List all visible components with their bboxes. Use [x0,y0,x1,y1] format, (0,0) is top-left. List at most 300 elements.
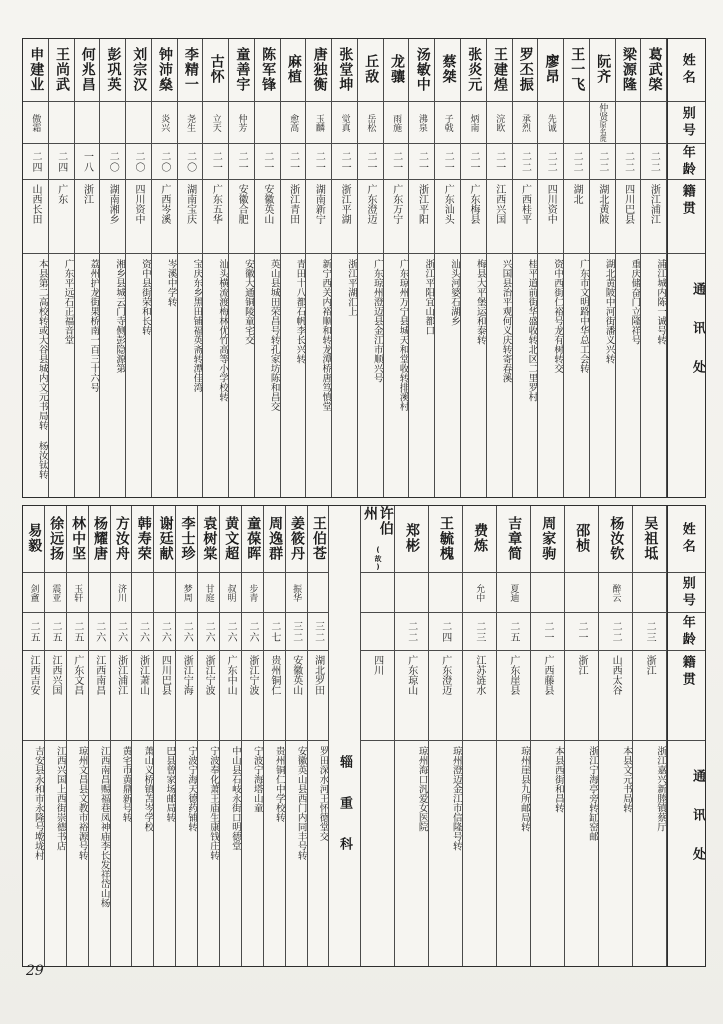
person-column [126,39,152,497]
person-column [384,39,410,497]
person-origin: 广东琼山 [395,650,428,740]
person-origin: 安徽合肥 [229,179,254,253]
top-table-columns [23,39,667,497]
person-column [45,506,67,966]
person-address: 琼州文昌县文教市裕源号转 [67,740,88,966]
person-origin: 湖南新宁 [306,179,331,253]
header-age: 年龄 [668,612,705,650]
person-address: 本县文元书局转 [599,740,632,966]
person-name [409,39,434,101]
person-name [358,39,383,101]
bottom-table-header-column [667,506,705,966]
person-age: 二六 [176,612,197,650]
person-name [198,506,219,572]
person-alias [384,101,409,143]
person-age: 二三 [633,612,666,650]
person-origin: 江西兴国 [45,650,66,740]
person-address: 兴国县治平观何义庆转寄春溪 [487,253,512,497]
person-alias-text: 沸泉 [416,113,427,132]
person-age: 二〇 [100,143,125,179]
person-alias-text: 仲芳 [236,113,247,132]
person-origin: 广西岑溪 [152,179,177,253]
person-name-text: 周逸群 [267,515,284,561]
person-age: 二二 [616,143,641,179]
header-name: 姓名 [679,522,695,556]
person-alias-text: 振华 [291,583,302,602]
person-name-text: 龙骧 [388,54,405,84]
person-alias [633,572,666,612]
person-age: 二六 [198,612,219,650]
person-name [538,39,563,101]
person-alias [306,101,331,143]
person-column [154,506,176,966]
person-address: 资中县街荣和长转 [126,253,151,497]
person-origin: 安徽英山 [286,650,307,740]
person-alias [409,101,434,143]
person-name-text: 徐远扬 [48,515,65,561]
person-name-text: 杨耀唐 [91,515,108,561]
person-address: 新宁西关内裕顺和转龙潭桥唐笃慎堂 [306,253,331,497]
person-address: 琼州崖县九所邮局转 [497,740,530,966]
person-age: 二四 [49,143,74,179]
person-name [513,39,538,101]
header-address: 通讯处 [668,740,705,966]
person-age: 二六 [111,612,132,650]
person-age: 二五 [23,612,44,650]
person-origin: 湖南湘乡 [100,179,125,253]
section-divider-column [330,506,361,966]
person-alias [590,101,615,143]
person-alias [361,572,394,612]
person-origin: 浙江萧山 [132,650,153,740]
person-age: 二五 [45,612,66,650]
person-name [286,506,307,572]
page-number: 29 [26,963,44,979]
person-name-text: 王毓槐 [438,515,454,561]
bottom-table [22,505,706,967]
person-alias [565,572,598,612]
person-age: 二六 [242,612,263,650]
person-alias-text: 震亚 [50,583,61,602]
person-alias [49,101,74,143]
person-name [641,39,666,101]
person-column [242,506,264,966]
person-column [198,506,220,966]
person-origin: 浙江平阳 [409,179,434,253]
section-label: 辎重科 [337,754,352,878]
person-age: 二四 [23,143,48,179]
person-age: 二〇 [126,143,151,179]
person-alias [67,572,88,612]
person-name [49,39,74,101]
person-origin: 贵州铜仁 [264,650,285,740]
person-age: 二二 [599,612,632,650]
person-origin: 浙江宁海 [176,650,197,740]
person-name-text: 姜筱丹 [288,515,305,561]
person-age: 二〇 [152,143,177,179]
person-name [132,506,153,572]
person-origin: 浙江宁波 [242,650,263,740]
person-name [89,506,110,572]
person-name-text: 罗丕振 [517,46,534,92]
person-address: 宝庆东乡黑田铺福英斋转潭佳湾 [178,253,203,497]
person-origin: 浙江浦江 [641,179,666,253]
person-name [384,39,409,101]
person-age: 二一 [409,143,434,179]
person-alias [358,101,383,143]
person-address: 浦江城内陈一诚号转 [641,253,666,497]
person-column [497,506,531,966]
person-name-text: 费炼 [472,523,489,553]
person-name [306,39,331,101]
person-alias [463,572,496,612]
person-origin: 浙江宁波 [198,650,219,740]
person-age: 二六 [132,612,153,650]
header-origin: 籍贯 [668,179,705,253]
person-age: 二一 [306,143,331,179]
header-alias: 别号 [668,101,705,143]
person-age: 二二 [590,143,615,179]
person-age: 二二 [641,143,666,179]
person-name [435,39,460,101]
top-table [22,38,706,498]
person-age: 二一 [255,143,280,179]
person-address: 桂平道前街华盛收转北区二里罗村 [513,253,538,497]
person-age: 二一 [332,143,357,179]
person-address: 浙江宁海亭旁转缸窑邮 [565,740,598,966]
person-name [361,506,394,572]
person-age: 二二 [395,612,428,650]
person-name [461,39,486,101]
header-age: 年龄 [668,143,705,179]
person-age: 二七 [264,612,285,650]
person-alias [45,572,66,612]
person-name [565,506,598,572]
person-alias-text: 仲贤 [597,103,608,121]
person-alias [255,101,280,143]
person-name [497,506,530,572]
person-name-text: 王伯苍 [310,515,327,561]
person-alias-text: 傲霜 [30,113,41,132]
person-alias-text: 炎兴 [159,113,170,132]
person-address: 萧山义桥镇苫岑学校 [132,740,153,966]
person-column [564,39,590,497]
person-name [531,506,564,572]
person-age: 二六 [220,612,241,650]
person-column [633,506,667,966]
person-origin: 四川巴县 [154,650,175,740]
top-table-header-column [667,39,705,497]
person-column [255,39,281,497]
person-origin: 四川资中 [126,179,151,253]
person-origin: 浙江青田 [281,179,306,253]
person-alias-text: 愈高 [288,113,299,132]
person-age: 二一 [384,143,409,179]
person-name-text: 刘宗汉 [131,46,148,92]
bottom-right-columns [361,506,668,966]
person-column [111,506,133,966]
person-address: 汕头横流渡梅林优竹高等小学校转 [203,253,228,497]
person-column [89,506,111,966]
person-name-text: 阮齐 [595,54,612,84]
person-address: 资中西街仁裕号龙有树转交 [538,253,563,497]
person-name [332,39,357,101]
person-alias-text: 觉真 [339,113,350,132]
person-name-text: 钟沛燊 [157,46,174,92]
person-alias [111,572,132,612]
header-name: 姓名 [679,53,695,87]
person-address: 贵州铜仁中学校转 [264,740,285,966]
person-origin: 浙江 [633,650,666,740]
person-column [229,39,255,497]
person-alias [220,572,241,612]
person-alias [126,101,151,143]
person-alias [23,572,44,612]
person-age: 二一 [461,143,486,179]
person-address: 琼州澄迈金江市信隆号转 [429,740,462,966]
person-name [463,506,496,572]
person-column [463,506,497,966]
person-origin: 山西长田 [23,179,48,253]
person-name [203,39,228,101]
person-origin: 广东澄迈 [358,179,383,253]
person-name-text: 梁源隆 [620,46,637,92]
person-column [308,506,330,966]
person-alias [242,572,263,612]
person-name-text: 唐独衡 [311,46,328,92]
person-column [132,506,154,966]
person-origin: 安徽英山 [255,179,280,253]
person-alias-text: 步青 [247,583,258,602]
person-column [220,506,242,966]
person-name [178,39,203,101]
person-alias-text: 玉轩 [72,583,83,602]
person-alias-text: 雨施 [391,113,402,132]
person-address: 巴县曾家场邮局转 [154,740,175,966]
person-alias-text: 甘庭 [203,583,214,602]
person-address: 青田十八都石帆李长兴转 [281,253,306,497]
person-name [126,39,151,101]
person-name-text: 何兆昌 [79,46,96,92]
person-name-text: 陈军锋 [260,46,277,92]
person-name-text: 廖昂 [543,54,560,84]
person-name-text: 彭巩英 [105,46,122,92]
person-alias-text: 叔明 [225,583,236,602]
person-origin: 湖北罗田 [308,650,329,740]
person-alias-text: 济川 [116,583,127,602]
person-age: 二六 [154,612,175,650]
person-alias [564,101,589,143]
person-origin: 山西太谷 [599,650,632,740]
person-origin: 广东崖县 [497,650,530,740]
person-column [306,39,332,497]
person-name-note: (故) [373,546,382,572]
person-address: 广东市文明路中华总工会转 [564,253,589,497]
person-origin: 广东梅县 [461,179,486,253]
person-alias-text: 浣欧 [494,113,505,132]
person-address: 浙江嘉兴新塍镇蔡厅 [633,740,666,966]
person-origin: 江苏涟水 [463,650,496,740]
person-alias [286,572,307,612]
person-alias [435,101,460,143]
person-address: 江西兴国上西街崇德书店 [45,740,66,966]
person-column [178,39,204,497]
person-name [395,506,428,572]
person-age: 一八 [75,143,100,179]
person-age: 二〇 [178,143,203,179]
person-age: 二一 [487,143,512,179]
person-address: 湘乡县城云门寺侧彭隐源第 [100,253,125,497]
person-name [255,39,280,101]
person-alias-text: 醉云 [610,583,621,602]
person-origin: 四川巴县 [616,179,641,253]
person-alias [229,101,254,143]
header-alias: 别号 [668,572,705,612]
person-name-text: 易毅 [26,523,43,553]
person-address: 浙江平阳宜山都口 [409,253,434,497]
person-address: 罗田深水河王怀德堂交 [308,740,329,966]
person-alias [203,101,228,143]
person-column [565,506,599,966]
person-origin: 浙江 [75,179,100,253]
person-address: 英山县城田荣昌号转孔家坊陈和昌交 [255,253,280,497]
person-alias-text: 先诚 [545,113,556,132]
person-column [281,39,307,497]
person-column [513,39,539,497]
person-name [111,506,132,572]
person-address: 浙江平湖汇上 [332,253,357,497]
person-name-text: 张炎元 [466,46,483,92]
person-name-text: 李精一 [182,46,199,92]
person-age: 三二 [308,612,329,650]
person-column [435,39,461,497]
person-name [242,506,263,572]
person-name-text: 吴祖坻 [642,515,659,561]
person-alias [198,572,219,612]
person-column [332,39,358,497]
person-name-text: 邵桢 [574,523,591,553]
person-origin: 江西南昌 [89,650,110,740]
person-alias [178,101,203,143]
person-column [599,506,633,966]
person-column [67,506,89,966]
person-column [264,506,286,966]
person-alias [176,572,197,612]
person-column [487,39,513,497]
person-name-text: 李士珍 [179,515,196,561]
person-origin: 广东 [49,179,74,253]
person-name-text: 王尚武 [53,46,70,92]
person-name-text: 古怀 [208,54,225,84]
person-alias [599,572,632,612]
person-alias-text: 夏迪 [508,583,519,602]
person-address: 安徽大通铜陵童宅交 [229,253,254,497]
person-age: 二五 [67,612,88,650]
person-origin: 江西吉安 [23,650,44,740]
person-name [23,506,44,572]
person-name [220,506,241,572]
person-address: 本县西街和昌转 [531,740,564,966]
person-name-text: 黄文超 [223,515,240,561]
person-name [308,506,329,572]
person-origin: 湖南宝庆 [178,179,203,253]
person-alias [395,572,428,612]
person-column [429,506,463,966]
person-name [633,506,666,572]
person-age: 二二 [538,143,563,179]
person-name [154,506,175,572]
person-address: 广东平远石正福音堂 [49,253,74,497]
person-age: 二一 [229,143,254,179]
person-name-text: 丘敌 [363,54,380,84]
person-age: 二五 [497,612,530,650]
person-column [152,39,178,497]
person-alias [487,101,512,143]
person-origin: 广西桂平 [513,179,538,253]
person-alias-text: 剑盦 [28,583,39,602]
person-alias-text: 炳南 [468,113,479,132]
person-age: 二四 [429,612,462,650]
bottom-left-columns [23,506,330,966]
person-alias [429,572,462,612]
person-age: 二一 [435,143,460,179]
person-address: 安徽英山县西门内同丰号转 [286,740,307,966]
person-alias-note: 原名箎 [599,121,608,142]
person-column [361,506,395,966]
person-address: 荔州护龙街果桥南一百三十六号 [75,253,100,497]
person-alias-text: 玉麟 [313,113,324,132]
person-address: 湖北黄陂中河街潘义兴转 [590,253,615,497]
person-name [429,506,462,572]
person-name-text: 汤敏中 [414,46,431,92]
person-alias [89,572,110,612]
header-origin: 籍贯 [668,650,705,740]
person-column [616,39,642,497]
person-name-text: 申建业 [28,46,45,92]
person-alias [132,572,153,612]
person-name-text: 童葆晖 [245,515,262,561]
person-name [564,39,589,101]
person-address: 汕头河婆石湖乡 [435,253,460,497]
person-alias-text: 尧生 [185,113,196,132]
person-column [461,39,487,497]
person-alias [616,101,641,143]
person-name-text: 许伯州 [362,506,394,536]
person-name-text: 方汝舟 [113,515,130,561]
person-name-text: 谢廷献 [157,515,174,561]
person-name [590,39,615,101]
person-address: 江西南昌赐福巷凤神庙李长发祥岱山杨 [89,740,110,966]
person-name [152,39,177,101]
person-alias-text: 子戟 [442,113,453,132]
person-address: 本县第二高校转或大谷县城内文元书局转 杨汝钛转 [23,253,48,497]
person-column [538,39,564,497]
person-alias-text: 梦周 [181,583,192,602]
person-name [281,39,306,101]
person-origin: 广西藤县 [531,650,564,740]
person-name [487,39,512,101]
person-address: 宁波奉化萧王庙生康钱庄转 [198,740,219,966]
person-name-text: 周家驹 [540,515,557,561]
person-alias-text: 允中 [474,583,485,602]
person-age: 二一 [358,143,383,179]
person-name [23,39,48,101]
person-age: 二一 [203,143,228,179]
person-column [23,506,45,966]
person-address: 吉安县永和市永隆号墘垅村 [23,740,44,966]
person-address [463,740,496,966]
person-name-text: 王建煌 [492,46,508,92]
